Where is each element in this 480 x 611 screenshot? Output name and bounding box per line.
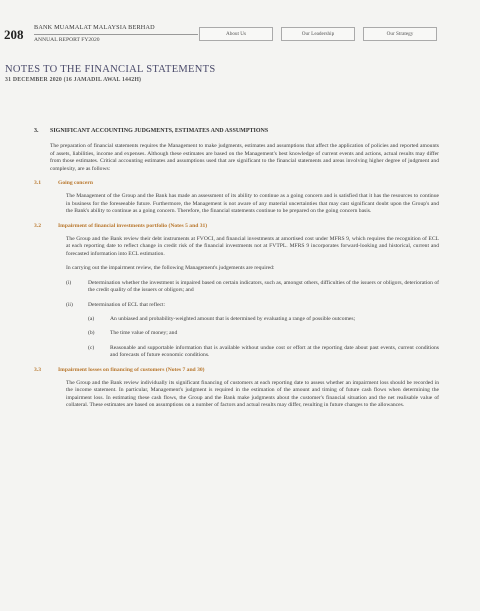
sub-list-item-text: Reasonable and supportable information that is available without undue cost or effort at the reporting date about past events, current conditions and forecasts of future economic conditions. [110, 344, 439, 359]
subsection-number: 3.1 [34, 180, 41, 187]
sub-list-item-label: (b) [88, 330, 95, 337]
subsection-heading [34, 223, 439, 230]
list-item-label: (ii) [66, 301, 73, 308]
page-number: 208 [4, 27, 24, 42]
list-item-text: Determination of ECL that reflect: [88, 301, 166, 308]
sub-list-item-label: (c) [88, 344, 95, 351]
list-item [66, 280, 439, 295]
subsection-title: Going concern [58, 180, 93, 187]
list-item-text: Determination whether the investment is impaired based on certain indicators, such as, amongst others, difficulties of the issuers or obligors, deterioration of the credit quality of the issuers or obligors; and [88, 279, 439, 294]
sub-list-item-text: The time value of money; and [110, 330, 178, 337]
subsection-heading [34, 367, 439, 374]
company-name: BANK MUAMALAT MALAYSIA BERHAD [34, 24, 155, 31]
paragraph: The Group and the Bank review individually its significant financing of customers at each reporting date to assess whether an impairment loss should be recorded in the income statement. In particular, Management's judgment is required in the estimation of the amount and timing of future cash flows when determining the impairment loss. In estimating these cash flows, the Group and the Bank make judgments about the customer's financial situation and the net realisable value of collateral. These estimates are based on assumptions on a number of factors and actual results may differ, resulting in future changes to the allowances. [66, 379, 439, 409]
sub-list-item [88, 330, 439, 337]
header-divider [34, 34, 198, 35]
paragraph: In carrying out the impairment review, the following Management's judgements are required: [66, 265, 275, 272]
page-title: NOTES TO THE FINANCIAL STATEMENTS [5, 64, 216, 75]
sub-list-item [88, 345, 439, 360]
sub-list-item-text: An unbiased and probability-weighted amount that is determined by evaluating a range of possible outcomes; [110, 315, 356, 322]
section-intro: The preparation of financial statements requires the Management to make judgments, estimates and assumptions that affect the application of policies and reported amounts of assets, liabilities, income and expenses. Although these estimates are based on the Management's best knowledge of current events and actions, actual results may differ from those estimates. Critical accounting estimates and assumptions used that are significant to the financial statements and areas involving higher degree of judgment and complexity, are as follows: [50, 143, 439, 172]
section-title: SIGNIFICANT ACCOUNTING JUDGMENTS, ESTIMATES AND ASSUMPTIONS [50, 128, 269, 134]
paragraph: The Management of the Group and the Bank has made an assessment of its ability to continue as a going concern and is satisfied that it has the resources to continue in business for the foreseeable future. Furthermore, the Management is not aware of any material uncertainties that may cast significant doubt upon the Group's and the Bank's ability to continue as a going concern. Therefore, the financial statements continue to be prepared on the going concern basis. [66, 193, 439, 215]
document-body [34, 128, 439, 417]
subsection-title: Impairment of financial investments portfolio (Notes 5 and 31) [58, 222, 208, 229]
list-item-label: (i) [66, 279, 72, 286]
sub-list-item [88, 316, 439, 323]
report-name: ANNUAL REPORT FY2020 [34, 37, 100, 43]
nav-about-us[interactable]: About Us [199, 27, 273, 41]
subsection-heading [34, 180, 439, 187]
subsection-title: Impairment losses on financing of customers (Notes 7 and 30) [58, 366, 205, 373]
list-item [66, 302, 439, 309]
nav-our-leadership[interactable]: Our Leadership [281, 27, 355, 41]
sub-list-item-label: (a) [88, 315, 95, 322]
top-navigation [199, 27, 437, 41]
paragraph: The Group and the Bank review their debt instruments at FVOCI, and financial investments at amortised cost under MFRS 9, which requires the recognition of ECL at each reporting date to reflect change in credit risk of the financial investments not at FVTPL. MFRS 9 incorporates forward-looking and historical, current and forecasted information into ECL estimation. [66, 236, 439, 257]
section-number: 3. [34, 128, 39, 134]
subsection-number: 3.2 [34, 222, 41, 229]
section-heading [34, 128, 439, 135]
page-subtitle: 31 DECEMBER 2020 (16 JAMADIL AWAL 1442H) [5, 77, 142, 83]
nav-our-strategy[interactable]: Our Strategy [363, 27, 437, 41]
subsection-number: 3.3 [34, 366, 41, 373]
